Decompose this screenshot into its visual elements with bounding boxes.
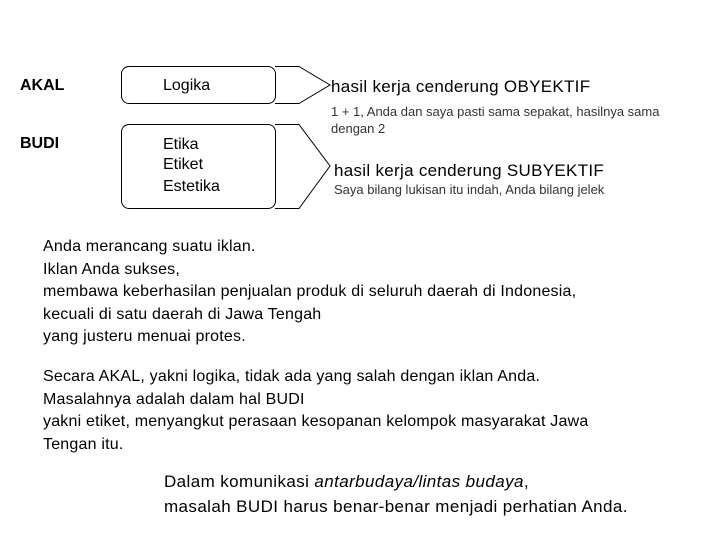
- paragraph-scenario: [43, 236, 576, 349]
- paragraph-analysis: [43, 366, 588, 456]
- paragraph-line: kecuali di satu daerah di Jawa Tengah: [43, 305, 322, 323]
- budi-box: [121, 124, 276, 209]
- akal-box: [121, 66, 276, 104]
- obyektif-note-line: 1 + 1, Anda dan saya pasti sama sepakat, hasilnya sama: [331, 104, 660, 119]
- closing-statement: [164, 470, 628, 519]
- closing-suffix: ,: [523, 472, 529, 491]
- paragraph-line: Anda merancang suatu iklan.: [43, 238, 256, 255]
- obyektif-result: hasil kerja cenderung OBYEKTIF: [331, 77, 591, 96]
- paragraph-line: Iklan Anda sukses,: [43, 260, 181, 278]
- budi-box-item: Etika: [163, 136, 199, 153]
- subyektif-note: Saya bilang lukisan itu indah, Anda bilang jelek: [334, 182, 605, 197]
- paragraph-line: yakni etiket, menyangkut perasaan kesopanan kelompok masyarakat Jawa: [43, 413, 589, 430]
- budi-box-item: Etiket: [163, 156, 204, 173]
- closing-prefix: Dalam komunikasi: [164, 472, 315, 491]
- budi-box-item: Estetika: [163, 178, 220, 195]
- akal-label: AKAL: [20, 77, 65, 94]
- obyektif-note: [331, 103, 659, 137]
- paragraph-line: Tengan itu.: [43, 435, 124, 453]
- subyektif-result: hasil kerja cenderung SUBYEKTIF: [334, 161, 605, 180]
- paragraph-line: membawa keberhasilan penjualan produk di seluruh daerah di Indonesia,: [43, 283, 577, 300]
- akal-box-item: Logika: [163, 77, 211, 94]
- closing-emphasis: antarbudaya/lintas budaya: [314, 472, 524, 491]
- budi-label: BUDI: [20, 135, 60, 152]
- akal-arrow-icon: [275, 66, 335, 106]
- closing-line-1: [164, 470, 628, 495]
- paragraph-line: Secara AKAL, yakni logika, tidak ada yang salah dengan iklan Anda.: [43, 368, 541, 385]
- budi-arrow-icon: [275, 124, 335, 214]
- closing-line-2: masalah BUDI harus benar-benar menjadi perhatian Anda.: [164, 496, 628, 516]
- paragraph-line: yang justeru menuai protes.: [43, 328, 246, 345]
- paragraph-line: Masalahnya adalah dalam hal BUDI: [43, 390, 305, 408]
- obyektif-note-line: dengan 2: [331, 121, 386, 136]
